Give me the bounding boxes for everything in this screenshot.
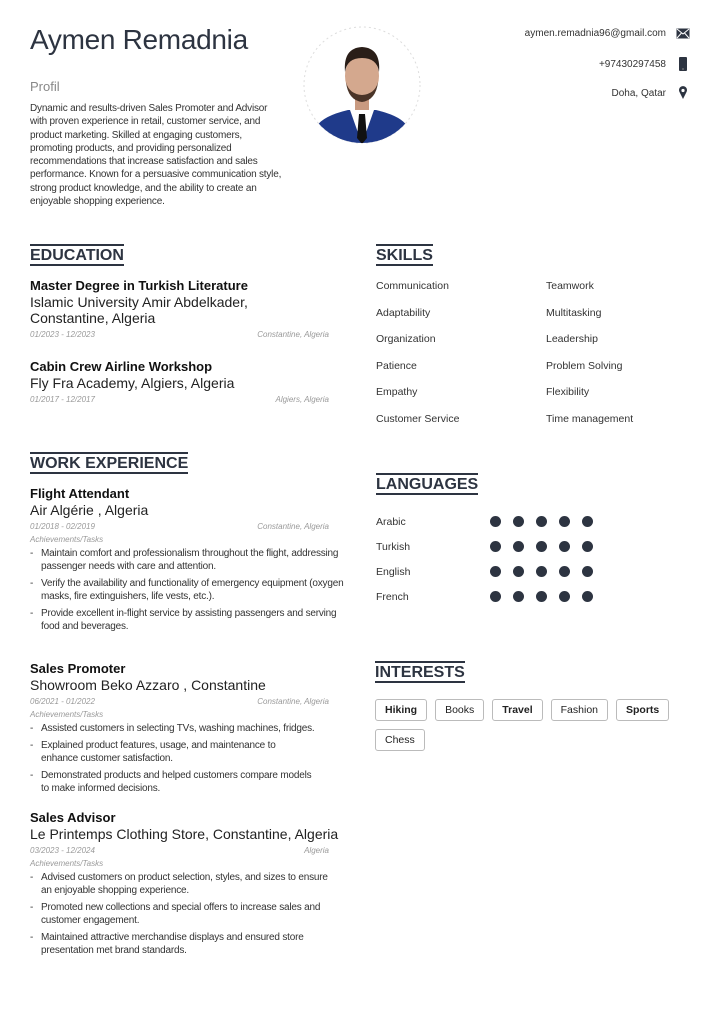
contact-location (612, 86, 690, 100)
work-heading: WORK EXPERIENCE (30, 452, 188, 474)
task-item: - Verify the availability and functionality of emergency equipment (oxygen masks, fire extinguishers, life vests, etc.). (30, 577, 355, 603)
proficiency-dot (513, 516, 524, 527)
skill-item: Problem Solving (546, 359, 623, 372)
language-row (376, 559, 605, 584)
task-item: - Assisted customers in selecting TVs, washing machines, fridges. (30, 722, 360, 735)
location-text: Doha, Qatar (611, 87, 666, 99)
phone-text[interactable]: +97430297458 (598, 58, 666, 70)
language-name: English (376, 565, 411, 578)
location: Constantine, Algeria (257, 522, 329, 531)
skill-item: Communication (376, 280, 449, 292)
interest-tag: Hiking (375, 699, 427, 721)
dates: 01/2017 - 12/2017 (30, 395, 95, 404)
proficiency-dot (536, 541, 547, 552)
job-entry (30, 661, 360, 795)
languages-heading: LANGUAGES (376, 473, 478, 495)
interest-tag: Books (435, 699, 484, 721)
skill-item: Flexibility (546, 386, 590, 398)
language-name: Turkish (376, 540, 411, 553)
proficiency-dot (559, 516, 570, 527)
phone-icon (676, 57, 690, 71)
location: Constantine, Algeria (257, 330, 329, 339)
proficiency-dot (490, 541, 501, 552)
proficiency-dot (559, 541, 570, 552)
proficiency-dot (513, 566, 524, 577)
skill-item: Teamwork (546, 280, 594, 292)
language-name: Arabic (376, 515, 406, 528)
dates: 06/2021 - 01/2022 (30, 697, 95, 706)
skill-item: Time management (546, 412, 634, 425)
proficiency-dot (559, 591, 570, 602)
interest-tag: Chess (375, 729, 425, 751)
profile-photo (303, 26, 421, 144)
skills-heading: SKILLS (376, 244, 433, 266)
skill-item: Adaptability (376, 306, 431, 319)
proficiency-dot (536, 591, 547, 602)
job-entry (30, 810, 360, 957)
company: Showroom Beko Azzaro , Constantine (30, 677, 266, 693)
interests-section (375, 661, 685, 751)
institution: Fly Fra Academy, Algiers, Algeria (30, 375, 235, 391)
contact-phone[interactable] (599, 57, 690, 71)
task-item: - Demonstrated products and helped customers compare models to make informed decisions. (30, 769, 320, 795)
language-row (376, 584, 605, 609)
company: Air Algérie , Algeria (30, 502, 149, 518)
work-experience-section (30, 452, 360, 961)
location: Algeria (304, 846, 329, 855)
job-entry (30, 486, 360, 633)
proficiency-dot (536, 566, 547, 577)
languages-section (376, 473, 605, 609)
company: Le Printemps Clothing Store, Constantine, Algeria (30, 826, 339, 842)
language-row (376, 509, 605, 534)
dates: 01/2018 - 02/2019 (30, 522, 95, 531)
skill-item: Patience (376, 359, 417, 372)
proficiency-dot (490, 591, 501, 602)
envelope-icon (676, 28, 690, 39)
candidate-name: Aymen Remadnia (30, 24, 248, 55)
interest-tag: Sports (616, 699, 669, 721)
skill-item: Customer Service (376, 412, 460, 425)
language-name: French (376, 590, 409, 603)
interest-tag: Fashion (551, 699, 608, 721)
map-pin-icon (676, 86, 690, 100)
contact-email[interactable] (525, 28, 690, 39)
dates: 03/2023 - 12/2024 (30, 846, 95, 855)
location: Constantine, Algeria (257, 697, 329, 706)
proficiency-dot (490, 566, 501, 577)
proficiency-dot (490, 516, 501, 527)
education-heading: EDUCATION (30, 244, 124, 266)
profile-summary: Dynamic and results-driven Sales Promoter and Advisor with proven experience in retail, customer service, and product marketing. Skilled at engaging customers, promoting products, and providing personalized recommendations that increase satisfaction and sales performance. Known for a persuasive communication style, strong product knowledge, and the ability to create an enjoyable shopping experience. (30, 103, 282, 208)
task-item: - Explained product features, usage, and maintenance to enhance customer satisfaction. (30, 739, 280, 765)
language-row (376, 534, 605, 559)
task-item: - Maintained attractive merchandise displays and ensured store presentation met brand standards. (30, 931, 330, 957)
task-item: - Promoted new collections and special offers to increase sales and customer engagement. (30, 901, 330, 927)
proficiency-dot (513, 591, 524, 602)
job-title: Sales Promoter (30, 661, 126, 676)
task-item: - Maintain comfort and professionalism throughout the flight, addressing passenger needs with care and attention. (30, 547, 355, 573)
education-item (30, 359, 329, 404)
job-title: Flight Attendant (30, 486, 130, 501)
degree-title: Master Degree in Turkish Literature (30, 278, 248, 293)
task-item: - Provide excellent in-flight service by assisting passengers and serving food and beverages. (30, 607, 355, 633)
proficiency-dot (582, 541, 593, 552)
skill-item: Leadership (546, 333, 598, 345)
proficiency-dot (582, 566, 593, 577)
proficiency-dot (559, 566, 570, 577)
institution: Islamic University Amir Abdelkader, Constantine, Algeria (30, 294, 248, 326)
education-section (30, 244, 329, 404)
proficiency-dot (536, 516, 547, 527)
proficiency-dot (582, 591, 593, 602)
task-item: - Advised customers on product selection, styles, and sizes to ensure an enjoyable shopping experience. (30, 871, 330, 897)
dates: 01/2023 - 12/2023 (30, 330, 95, 339)
interest-tag: Travel (492, 699, 542, 721)
email-text[interactable]: aymen.remadnia96@gmail.com (524, 28, 666, 39)
skill-item: Empathy (376, 386, 418, 398)
interests-heading: INTERESTS (375, 661, 465, 683)
job-title: Sales Advisor (30, 810, 116, 825)
proficiency-dot (513, 541, 524, 552)
skill-item: Multitasking (546, 306, 602, 319)
profile-label: Profil (30, 79, 60, 94)
tasks-label: Achievements/Tasks (30, 859, 104, 868)
location: Algiers, Algeria (275, 395, 329, 404)
degree-title: Cabin Crew Airline Workshop (30, 359, 213, 374)
proficiency-dot (582, 516, 593, 527)
tasks-label: Achievements/Tasks (30, 535, 104, 544)
skill-item: Organization (376, 333, 436, 345)
education-item (30, 278, 329, 339)
tasks-label: Achievements/Tasks (30, 710, 104, 719)
skills-section (376, 244, 716, 425)
